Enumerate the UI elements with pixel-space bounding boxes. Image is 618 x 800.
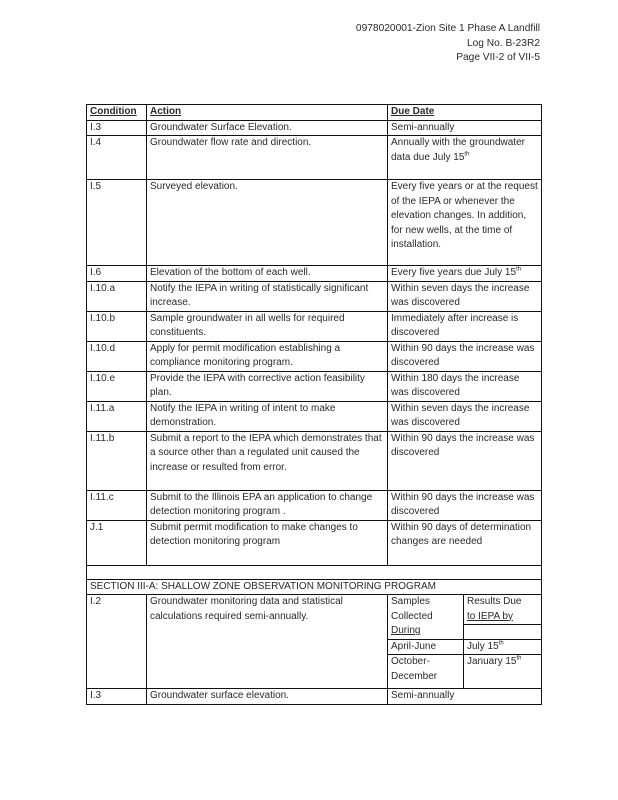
due-date-cell <box>388 180 542 266</box>
due-date-cell <box>388 401 542 431</box>
table-row <box>87 311 542 341</box>
condition-cell: I.10.b <box>87 311 147 341</box>
results-label: Results Due <box>467 596 522 607</box>
table-header-row <box>87 105 542 121</box>
due-date-cell <box>388 341 542 371</box>
condition-cell: I.11.a <box>87 401 147 431</box>
due-date-cell <box>388 371 542 401</box>
action-cell: Apply for permit modification establishing a compliance monitoring program. <box>147 341 388 371</box>
due-date-cell <box>388 490 542 520</box>
condition-cell: I.6 <box>87 266 147 282</box>
page-number: Page VII-2 of VII-5 <box>456 52 540 63</box>
table-row <box>87 490 542 520</box>
ordinal-suffix: th <box>516 266 522 273</box>
action-cell: Surveyed elevation. <box>147 180 388 266</box>
due-date-text: Semi-annually <box>391 121 455 133</box>
table-row <box>87 689 542 705</box>
samples-header <box>388 595 464 640</box>
action-cell: Submit to the Illinois EPA an application to change detection monitoring program . <box>147 490 388 520</box>
ordinal-suffix: th <box>498 640 504 647</box>
section-title: SECTION III-A: SHALLOW ZONE OBSERVATION MONITORING PROGRAM <box>87 579 542 595</box>
due-date-text: Within 180 days the increase was discovered <box>391 372 520 398</box>
action-cell: Sample groundwater in all wells for required constituents. <box>147 311 388 341</box>
condition-cell: I.2 <box>87 595 147 689</box>
table-row <box>87 371 542 401</box>
due-date-text: Within 90 days the increase was discovered <box>391 342 535 368</box>
due-date-text: Immediately after increase is discovered <box>391 312 519 338</box>
table-row <box>87 431 542 490</box>
condition-cell: I.11.b <box>87 431 147 490</box>
header-due-date: Due Date <box>388 105 542 121</box>
ordinal-suffix: th <box>464 151 470 158</box>
action-cell: Provide the IEPA with corrective action feasibility plan. <box>147 371 388 401</box>
header-action: Action <box>147 105 388 121</box>
condition-cell: I.10.d <box>87 341 147 371</box>
ordinal-suffix: th <box>516 655 522 662</box>
table-row <box>87 266 542 282</box>
log-number: Log No. B-23R2 <box>466 37 540 49</box>
due-date-cell <box>388 431 542 490</box>
due-date-text: Within 90 days the increase was discovered <box>391 432 535 458</box>
results-header <box>464 595 542 625</box>
condition-cell: I.3 <box>87 689 147 705</box>
table-row <box>87 595 542 625</box>
due-date-cell <box>388 520 542 565</box>
due-date-text: Within 90 days of determination changes are needed <box>391 521 532 547</box>
action-cell: Submit a report to the IEPA which demonstrates that a source other than a regulated unit caused the increase or resulted from error. <box>147 431 388 490</box>
blank-cell <box>87 565 542 579</box>
empty-cell <box>464 625 542 639</box>
condition-cell: I.10.a <box>87 281 147 311</box>
condition-cell: I.5 <box>87 180 147 266</box>
action-cell: Submit permit modification to make changes to detection monitoring program <box>147 520 388 565</box>
due-text: January 15 <box>467 656 517 667</box>
document-header <box>356 22 540 66</box>
condition-cell: I.3 <box>87 120 147 136</box>
due-date-text: Every five years due July 15 <box>391 267 517 278</box>
period-cell: October-December <box>388 655 464 689</box>
due-date-text: Annually with the groundwater data due July 15 <box>391 137 525 163</box>
table-row <box>87 281 542 311</box>
table-row <box>87 136 542 180</box>
action-cell: Notify the IEPA in writing of intent to make demonstration. <box>147 401 388 431</box>
samples-label: Samples Collected <box>391 596 433 622</box>
condition-cell: J.1 <box>87 520 147 565</box>
due-date-cell <box>388 120 542 136</box>
results-due-cell <box>464 655 542 689</box>
due-date-cell: Semi-annually <box>388 689 542 705</box>
due-text: July 15 <box>467 640 499 652</box>
condition-cell: I.11.c <box>87 490 147 520</box>
schedule-table <box>86 104 542 705</box>
samples-label-underlined: During <box>391 625 421 636</box>
due-date-cell <box>388 311 542 341</box>
due-date-text: Within 90 days the increase was discovered <box>391 491 535 517</box>
action-cell: Elevation of the bottom of each well. <box>147 266 388 282</box>
action-cell: Groundwater monitoring data and statistical calculations required semi-annually. <box>147 595 388 689</box>
table-row <box>87 520 542 565</box>
action-cell: Groundwater surface elevation. <box>147 689 388 705</box>
due-date-cell <box>388 266 542 282</box>
action-cell: Groundwater Surface Elevation. <box>147 120 388 136</box>
condition-cell: I.4 <box>87 136 147 180</box>
results-label-underlined: to IEPA by <box>467 610 513 622</box>
blank-row <box>87 565 542 579</box>
header-condition: Condition <box>87 105 147 121</box>
table-row <box>87 120 542 136</box>
due-date-text: Within seven days the increase was discovered <box>391 402 530 428</box>
period-cell: April-June <box>388 639 464 655</box>
due-date-text: Every five years or at the request of the IEPA or whenever the elevation changes. In addition, for new wells, at the time of installation. <box>391 181 538 250</box>
section-row <box>87 579 542 595</box>
site-name: 0978020001-Zion Site 1 Phase A Landfill <box>355 23 540 34</box>
condition-cell: I.10.e <box>87 371 147 401</box>
due-date-cell <box>388 281 542 311</box>
table-row <box>87 401 542 431</box>
action-cell: Notify the IEPA in writing of statistically significant increase. <box>147 281 388 311</box>
table-row <box>87 341 542 371</box>
results-due-cell <box>464 639 542 655</box>
action-cell: Groundwater flow rate and direction. <box>147 136 388 180</box>
due-date-cell <box>388 136 542 180</box>
table-row <box>87 180 542 266</box>
due-date-text: Within seven days the increase was discovered <box>391 282 530 308</box>
